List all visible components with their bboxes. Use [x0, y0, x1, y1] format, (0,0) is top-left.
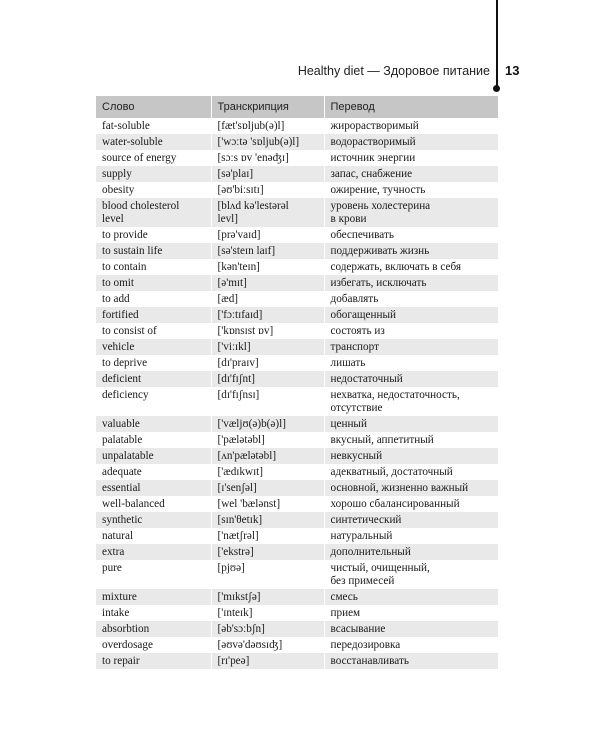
cell-word: unpalatable	[96, 448, 211, 464]
cell-translation: передозировка	[324, 637, 498, 653]
table-row	[96, 307, 498, 323]
table-row	[96, 544, 498, 560]
margin-rule-dot	[493, 85, 500, 92]
cell-transcription: ['pælətəbl]	[211, 432, 324, 448]
cell-translation: нехватка, недостаточность, отсутствие	[324, 387, 498, 416]
table-row	[96, 259, 498, 275]
table-row	[96, 512, 498, 528]
cell-translation: обеспечивать	[324, 227, 498, 243]
table-row	[96, 291, 498, 307]
table-row	[96, 528, 498, 544]
cell-transcription: ['mɪkstʃə]	[211, 589, 324, 605]
table-row	[96, 464, 498, 480]
table-row	[96, 355, 498, 371]
cell-word: fortified	[96, 307, 211, 323]
cell-transcription: ['ekstrə]	[211, 544, 324, 560]
cell-word: extra	[96, 544, 211, 560]
cell-word: to omit	[96, 275, 211, 291]
table-row	[96, 275, 498, 291]
table-row	[96, 560, 498, 589]
cell-transcription: [prə'vaɪd]	[211, 227, 324, 243]
header-row	[96, 96, 498, 118]
column-header-translation: Перевод	[324, 96, 498, 118]
cell-transcription: [blʌd kə'lestərəl levl]	[211, 198, 324, 227]
cell-translation: дополнительный	[324, 544, 498, 560]
cell-translation: основной, жизненно важный	[324, 480, 498, 496]
cell-word: valuable	[96, 416, 211, 432]
cell-word: pure	[96, 560, 211, 589]
table-row	[96, 118, 498, 134]
cell-transcription: [kən'teɪn]	[211, 259, 324, 275]
cell-transcription: [sə'plaɪ]	[211, 166, 324, 182]
table-row	[96, 227, 498, 243]
cell-translation: ценный	[324, 416, 498, 432]
cell-word: supply	[96, 166, 211, 182]
cell-translation: адекватный, достаточный	[324, 464, 498, 480]
cell-word: mixture	[96, 589, 211, 605]
cell-translation: избегать, исключать	[324, 275, 498, 291]
cell-translation: лишать	[324, 355, 498, 371]
table-row	[96, 150, 498, 166]
cell-translation: водорастворимый	[324, 134, 498, 150]
cell-transcription: [dɪ'praɪv]	[211, 355, 324, 371]
cell-transcription: [ʌn'pælətəbl]	[211, 448, 324, 464]
cell-transcription: [ɪ'senʃəl]	[211, 480, 324, 496]
table-row	[96, 432, 498, 448]
page-number: 13	[505, 63, 520, 78]
cell-translation: транспорт	[324, 339, 498, 355]
cell-word: water-soluble	[96, 134, 211, 150]
cell-transcription: [dɪ'fɪʃnt]	[211, 371, 324, 387]
cell-word: overdosage	[96, 637, 211, 653]
cell-word: absorbtion	[96, 621, 211, 637]
cell-word: to contain	[96, 259, 211, 275]
cell-word: deficiency	[96, 387, 211, 416]
column-header-word: Слово	[96, 96, 211, 118]
table-row	[96, 653, 498, 669]
cell-transcription: [ə'mɪt]	[211, 275, 324, 291]
cell-transcription: [rɪ'peə]	[211, 653, 324, 669]
table-row	[96, 166, 498, 182]
table-row	[96, 323, 498, 339]
table-row	[96, 621, 498, 637]
cell-transcription: ['wɔːtə 'sɒljub(ə)l]	[211, 134, 324, 150]
cell-translation: прием	[324, 605, 498, 621]
cell-word: fat-soluble	[96, 118, 211, 134]
table-row	[96, 387, 498, 416]
cell-translation: чистый, очищенный, без примесей	[324, 560, 498, 589]
cell-translation: запас, снабжение	[324, 166, 498, 182]
cell-word: well-balanced	[96, 496, 211, 512]
cell-transcription: ['kɒnsɪst ɒv]	[211, 323, 324, 339]
column-header-transcription: Транскрипция	[211, 96, 324, 118]
table-row	[96, 243, 498, 259]
cell-translation: состоять из	[324, 323, 498, 339]
cell-word: to add	[96, 291, 211, 307]
table-body	[96, 118, 498, 669]
cell-transcription: [əʊvə'dəʊsɪʤ]	[211, 637, 324, 653]
table-row	[96, 496, 498, 512]
cell-word: synthetic	[96, 512, 211, 528]
cell-word: vehicle	[96, 339, 211, 355]
cell-transcription: [dɪ'fɪʃnsɪ]	[211, 387, 324, 416]
table-row	[96, 605, 498, 621]
cell-word: deficient	[96, 371, 211, 387]
cell-translation: поддерживать жизнь	[324, 243, 498, 259]
table-header	[96, 96, 498, 118]
cell-translation: синтетический	[324, 512, 498, 528]
cell-word: to sustain life	[96, 243, 211, 259]
cell-word: blood cholesterol level	[96, 198, 211, 227]
table-row	[96, 480, 498, 496]
cell-translation: добавлять	[324, 291, 498, 307]
cell-transcription: [æd]	[211, 291, 324, 307]
cell-transcription: ['ɪnteɪk]	[211, 605, 324, 621]
cell-translation: содержать, включать в себя	[324, 259, 498, 275]
cell-transcription: [sɪn'θetɪk]	[211, 512, 324, 528]
table-row	[96, 448, 498, 464]
vocabulary-table	[96, 96, 498, 669]
cell-transcription: [sɔːs ɒv 'enəʤɪ]	[211, 150, 324, 166]
table-row	[96, 637, 498, 653]
cell-translation: всасывание	[324, 621, 498, 637]
cell-word: natural	[96, 528, 211, 544]
table-row	[96, 134, 498, 150]
cell-transcription: ['fɔːtɪfaɪd]	[211, 307, 324, 323]
table-row	[96, 371, 498, 387]
cell-word: to provide	[96, 227, 211, 243]
cell-translation: недостаточный	[324, 371, 498, 387]
running-title: Healthy diet — Здоровое питание	[297, 64, 490, 78]
cell-translation: невкусный	[324, 448, 498, 464]
cell-transcription: [wel 'bælənst]	[211, 496, 324, 512]
cell-word: essential	[96, 480, 211, 496]
cell-translation: ожирение, тучность	[324, 182, 498, 198]
cell-transcription: ['nætʃrəl]	[211, 528, 324, 544]
cell-transcription: ['væljʊ(ə)b(ə)l]	[211, 416, 324, 432]
cell-translation: смесь	[324, 589, 498, 605]
cell-translation: натуральный	[324, 528, 498, 544]
cell-word: obesity	[96, 182, 211, 198]
cell-translation: жирорастворимый	[324, 118, 498, 134]
cell-transcription: [fæt'sɒljub(ə)l]	[211, 118, 324, 134]
cell-word: to consist of	[96, 323, 211, 339]
cell-word: intake	[96, 605, 211, 621]
cell-word: adequate	[96, 464, 211, 480]
table-row	[96, 589, 498, 605]
cell-transcription: [əʊ'biːsɪtɪ]	[211, 182, 324, 198]
cell-word: to repair	[96, 653, 211, 669]
cell-word: palatable	[96, 432, 211, 448]
cell-transcription: [sə'steɪn laɪf]	[211, 243, 324, 259]
table-row	[96, 182, 498, 198]
cell-translation: хорошо сбалансированный	[324, 496, 498, 512]
cell-transcription: [pjʊə]	[211, 560, 324, 589]
cell-translation: вкусный, аппетитный	[324, 432, 498, 448]
table-row	[96, 339, 498, 355]
cell-translation: восстанавливать	[324, 653, 498, 669]
cell-transcription: [əb'sɔːbʃn]	[211, 621, 324, 637]
cell-transcription: ['viːɪkl]	[211, 339, 324, 355]
cell-word: source of energy	[96, 150, 211, 166]
cell-word: to deprive	[96, 355, 211, 371]
table-row	[96, 198, 498, 227]
cell-translation: источник энергии	[324, 150, 498, 166]
cell-transcription: ['ædɪkwɪt]	[211, 464, 324, 480]
margin-rule	[496, 0, 498, 88]
table-row	[96, 416, 498, 432]
cell-translation: обогащенный	[324, 307, 498, 323]
cell-translation: уровень холестерина в крови	[324, 198, 498, 227]
